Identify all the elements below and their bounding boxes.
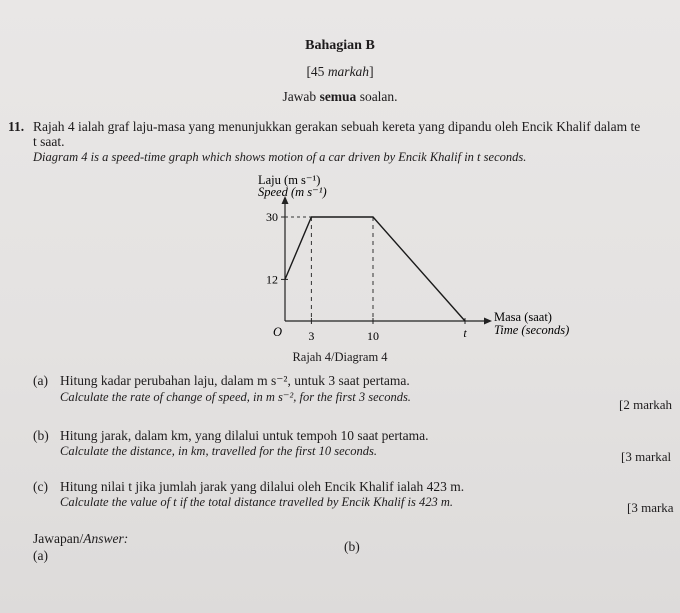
question-text-en: Diagram 4 is a speed-time graph which shows motion of a car driven by Encik Khalif in t seconds. [33, 150, 527, 164]
y-tick-label-30: 30 [266, 210, 278, 224]
part-a-marks: [2 markah [619, 397, 673, 412]
graph-labels [258, 173, 569, 343]
marks-suffix: ] [369, 64, 374, 79]
question-text-ms-line2: t saat. [33, 134, 65, 149]
part-c-marks: [3 marka [627, 500, 674, 515]
graph-axes [281, 196, 492, 325]
part-c-text-en: Calculate the value of t if the total distance travelled by Encik Khalif is 423 m. [60, 495, 453, 509]
instruction-bold: semua [319, 89, 357, 104]
section-title: Bahagian B [305, 38, 375, 53]
instruction-suffix: soalan. [356, 89, 398, 104]
part-a-label: (a) [33, 373, 48, 388]
question-text-ms: Rajah 4 ialah graf laju-masa yang menunjukkan gerakan sebuah kereta yang dipandu oleh Encik Khalif dalam te [33, 119, 641, 134]
y-tick-label-12: 12 [266, 272, 278, 287]
question-number: 11. [8, 119, 25, 134]
y-axis-label-en: Speed (m s⁻¹) [258, 185, 327, 199]
answer-heading [33, 531, 128, 547]
part-b-text-en: Calculate the distance, in km, travelled for the first 10 seconds. [60, 444, 377, 458]
answer-b-label: (b) [344, 539, 360, 554]
part-a-text-en: Calculate the rate of change of speed, in m s⁻², for the first 3 seconds. [60, 390, 411, 404]
x-tick-label-origin: O [273, 325, 283, 339]
part-b-label: (b) [33, 428, 49, 443]
instruction-prefix: Jawab [282, 89, 320, 104]
x-tick-label-10: 10 [367, 329, 379, 343]
x-tick-label-t: t [463, 326, 467, 340]
part-c-text-ms: Hitung nilai t jika jumlah jarak yang dilalui oleh Encik Khalif ialah 423 m. [60, 479, 465, 494]
part-a-text-ms: Hitung kadar perubahan laju, dalam m s⁻², untuk 3 saat pertama. [60, 373, 410, 388]
x-tick-label-3: 3 [308, 329, 315, 343]
speed-line [285, 217, 465, 321]
x-axis-label-ms: Masa (saat) [494, 310, 552, 324]
graph-marks [285, 217, 465, 321]
marks-prefix: [45 [306, 64, 328, 79]
y-axis-label-ms: Laju (m s⁻¹) [258, 173, 321, 187]
part-b-marks: [3 markal [621, 449, 672, 464]
diagram-caption: Rajah 4/Diagram 4 [292, 350, 388, 364]
part-b-text-ms: Hitung jarak, dalam km, yang dilalui untuk tempoh 10 saat pertama. [60, 428, 429, 443]
marks-word: markah [327, 64, 370, 79]
x-axis-arrow [484, 318, 492, 325]
part-c-label: (c) [33, 479, 48, 494]
answer-heading-text: Jawapan/Answer: [33, 531, 129, 546]
answer-a-label: (a) [33, 548, 48, 563]
x-axis-label-en: Time (seconds) [494, 323, 570, 337]
